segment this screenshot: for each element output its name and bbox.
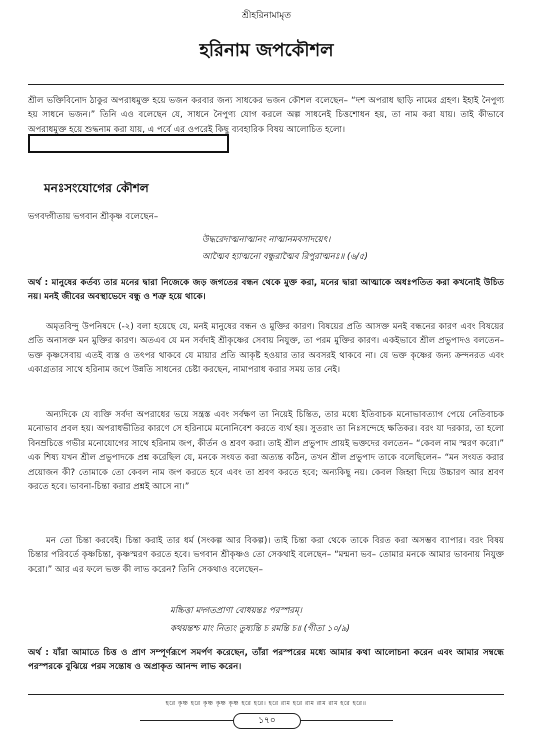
body-paragraph-3: মন তো চিন্তা করবেই। চিন্তা করাই তার ধর্ম (সংকল্প আর বিকল্প)। তাই চিন্তা করা থেকে তাকে বিরত করা অসম্ভব ব্যাপার। বরং বিষয় চিন্তার পরিবর্তে কৃষ্ণচিন্তা, কৃষ্ণস্মরণ করতে হবে। ভগবান শ্রীকৃষ্ণও তো সেকথাই বলেছেন– “মন্মনা ভব– তোমার মনকে আমার ভাবনায় নিযুক্ত করো।” আর এর ফলে ভক্ত কী লাভ করেন? তিনি সেকথাও বলেছেন– [28,536,504,575]
verse1-meaning: অর্থ : মানুষের কর্তব্য তার মনের দ্বারা নিজেকে জড় জগতের বন্ধন থেকে মুক্ত করা, মনের দ্বারা আত্মাকে অধঃপতিত করা কখনোই উচিত নয়। মনই জীবের অবস্থাভেদে বন্ধু ও শত্রু হয়ে থাকে। [28,278,504,303]
section-heading: মনঃসংযোগের কৌশল [44,181,149,195]
body-paragraph-1: অমৃতবিন্দু উপনিষদে (-২) বলা হয়েছে যে, মনই মানুষের বন্ধন ও মুক্তির কারণ। বিষয়ের প্রতি আসক্ত মনই বন্ধনের কারণ এবং বিষয়ের প্রতি অনাসক্ত মন মুক্তির কারণ। অতএব যে মন সর্বদাই শ্রীকৃষ্ণের সেবায় নিযুক্ত, তা পরম মুক্তির কারণ। একইভাবে শ্রীল প্রভুপাদও বলতেন– ভক্ত কৃষ্ণসেবায় এতই ব্যস্ত ও তৎপর থাকবে যে মায়ার প্রতি আকৃষ্ট হওয়ার তার অবসরই থাকবে না। যে ভক্ত কৃষ্ণের জন্য ক্রন্দনরত এবং একাগ্রতার সাথে হরিনাম জপে উন্নতি সাধনের চেষ্টা করছেন, নামাপরাধ করার সময় তার নেই। [28,322,504,376]
highlight-box [28,134,229,153]
running-header: শ্রীহরিনামামৃত [242,11,291,21]
footer-divider [28,694,504,695]
footer-mantra: হরে কৃষ্ণ হরে কৃষ্ণ কৃষ্ণ কৃষ্ণ হরে হরে। হরে রাম হরে রাম রাম রাম হরে হরে॥ [165,700,367,707]
verse2-line2: কথয়ন্তশ্চ মাং নিত্যং তুষ্যন্তি চ রমন্তি চ॥ (গীতা ১০/৯) [170,624,350,634]
page-number: ১৭০ [233,713,301,729]
verse2-line1: মচ্চিত্তা মদ্গতপ্রাণা বোধয়ন্তঃ পরস্পরম্। [170,606,302,616]
verse1-line1: উদ্ধরেদাত্মনাত্মানং নাত্মানমবসাদয়েৎ। [202,235,331,245]
title-divider [28,84,504,85]
page-title: হরিনাম জপকৌশল [199,40,334,61]
opening-paragraph: শ্রীল ভক্তিবিনোদ ঠাকুর অপরাধমুক্ত হয়ে ভজন করবার জন্য সাধকের ভজন কৌশল বলেছেন– “দশ অপরাধ ছাড়ি নামের গ্রহণ। ইহাই নৈপুণ্য হয় সাধনে ভজন।” তিনি এও বলেছেন যে, সাধনে নৈপুণ্য যোগ করলে অল্প সাধনেই চিত্তশোধন হয়, তা নাম করা যায়। তাই কীভাবে অপরাধমুক্ত হয়ে শুদ্ধনাম করা যায়, এ পর্বে এর ওপরেই কিছু ব্যবহারিক বিষয় আলোচিত হলো। [28,96,504,135]
intro-line: ভগবদ্গীতায় ভগবান শ্রীকৃষ্ণ বলেছেন– [28,212,159,222]
verse2-meaning: অর্থ : যাঁরা আমাতে চিত্ত ও প্রাণ সম্পূর্ণরূপে সমর্পণ করেছেন, তাঁরা পরস্পরের মধ্যে আমার কথা আলোচনা করেন এবং আমার সম্বন্ধে পরস্পরকে বুঝিয়ে পরম সন্তোষ ও অপ্রাকৃত আনন্দ লাভ করেন। [28,648,504,673]
verse1-line2: আত্মৈব হ্যাত্মনো বন্ধুরাত্মৈব রিপুরাত্মনঃ॥ (৬/৫) [202,252,368,262]
body-paragraph-2: অন্যদিকে যে ব্যক্তি সর্বদা অপরাধের ভয়ে সন্ত্রস্ত এবং সর্বক্ষণ তা নিয়েই চিন্তিত, তার মধ্যে ইতিবাচক মনোভাবত্যাগ পেয়ে নেতিবাচক মনোভাব প্রবল হয়। অপরাধভীতির কারণে সে হরিনামে মনোনিবেশ করতে ব্যর্থ হয়। সুতরাং তা নিঃসন্দেহে ক্ষতিকর। বরং যা দরকার, তা হলো বিনম্রচিত্তে গভীর মনোযোগের সাথে হরিনাম জপ, কীর্তন ও শ্রবণ করা। তাই শ্রীল প্রভুপাদ প্রায়ই ভক্তদের বলতেন– “কেবল নাম স্মরণ করো।” এক শিষ্য যখন শ্রীল প্রভুপাদকে প্রশ্ন করেছিল যে, মনকে সংযত করা অত্যন্ত কঠিন, তখন শ্রীল প্রভুপাদ তাকে বলেছিলেন– “মন সংযত করার প্রয়োজন কী? তোমাকে তো কেবল নাম জপ করতে হবে এবং তা শ্রবণ করতে হবে; অন্যকিছু নয়। কেবল জিহ্বা দিয়ে উচ্চারণ আর শ্রবণ করতে হবে। ভাবনা-চিন্তা করার প্রশ্নই আসে না।” [28,410,504,493]
